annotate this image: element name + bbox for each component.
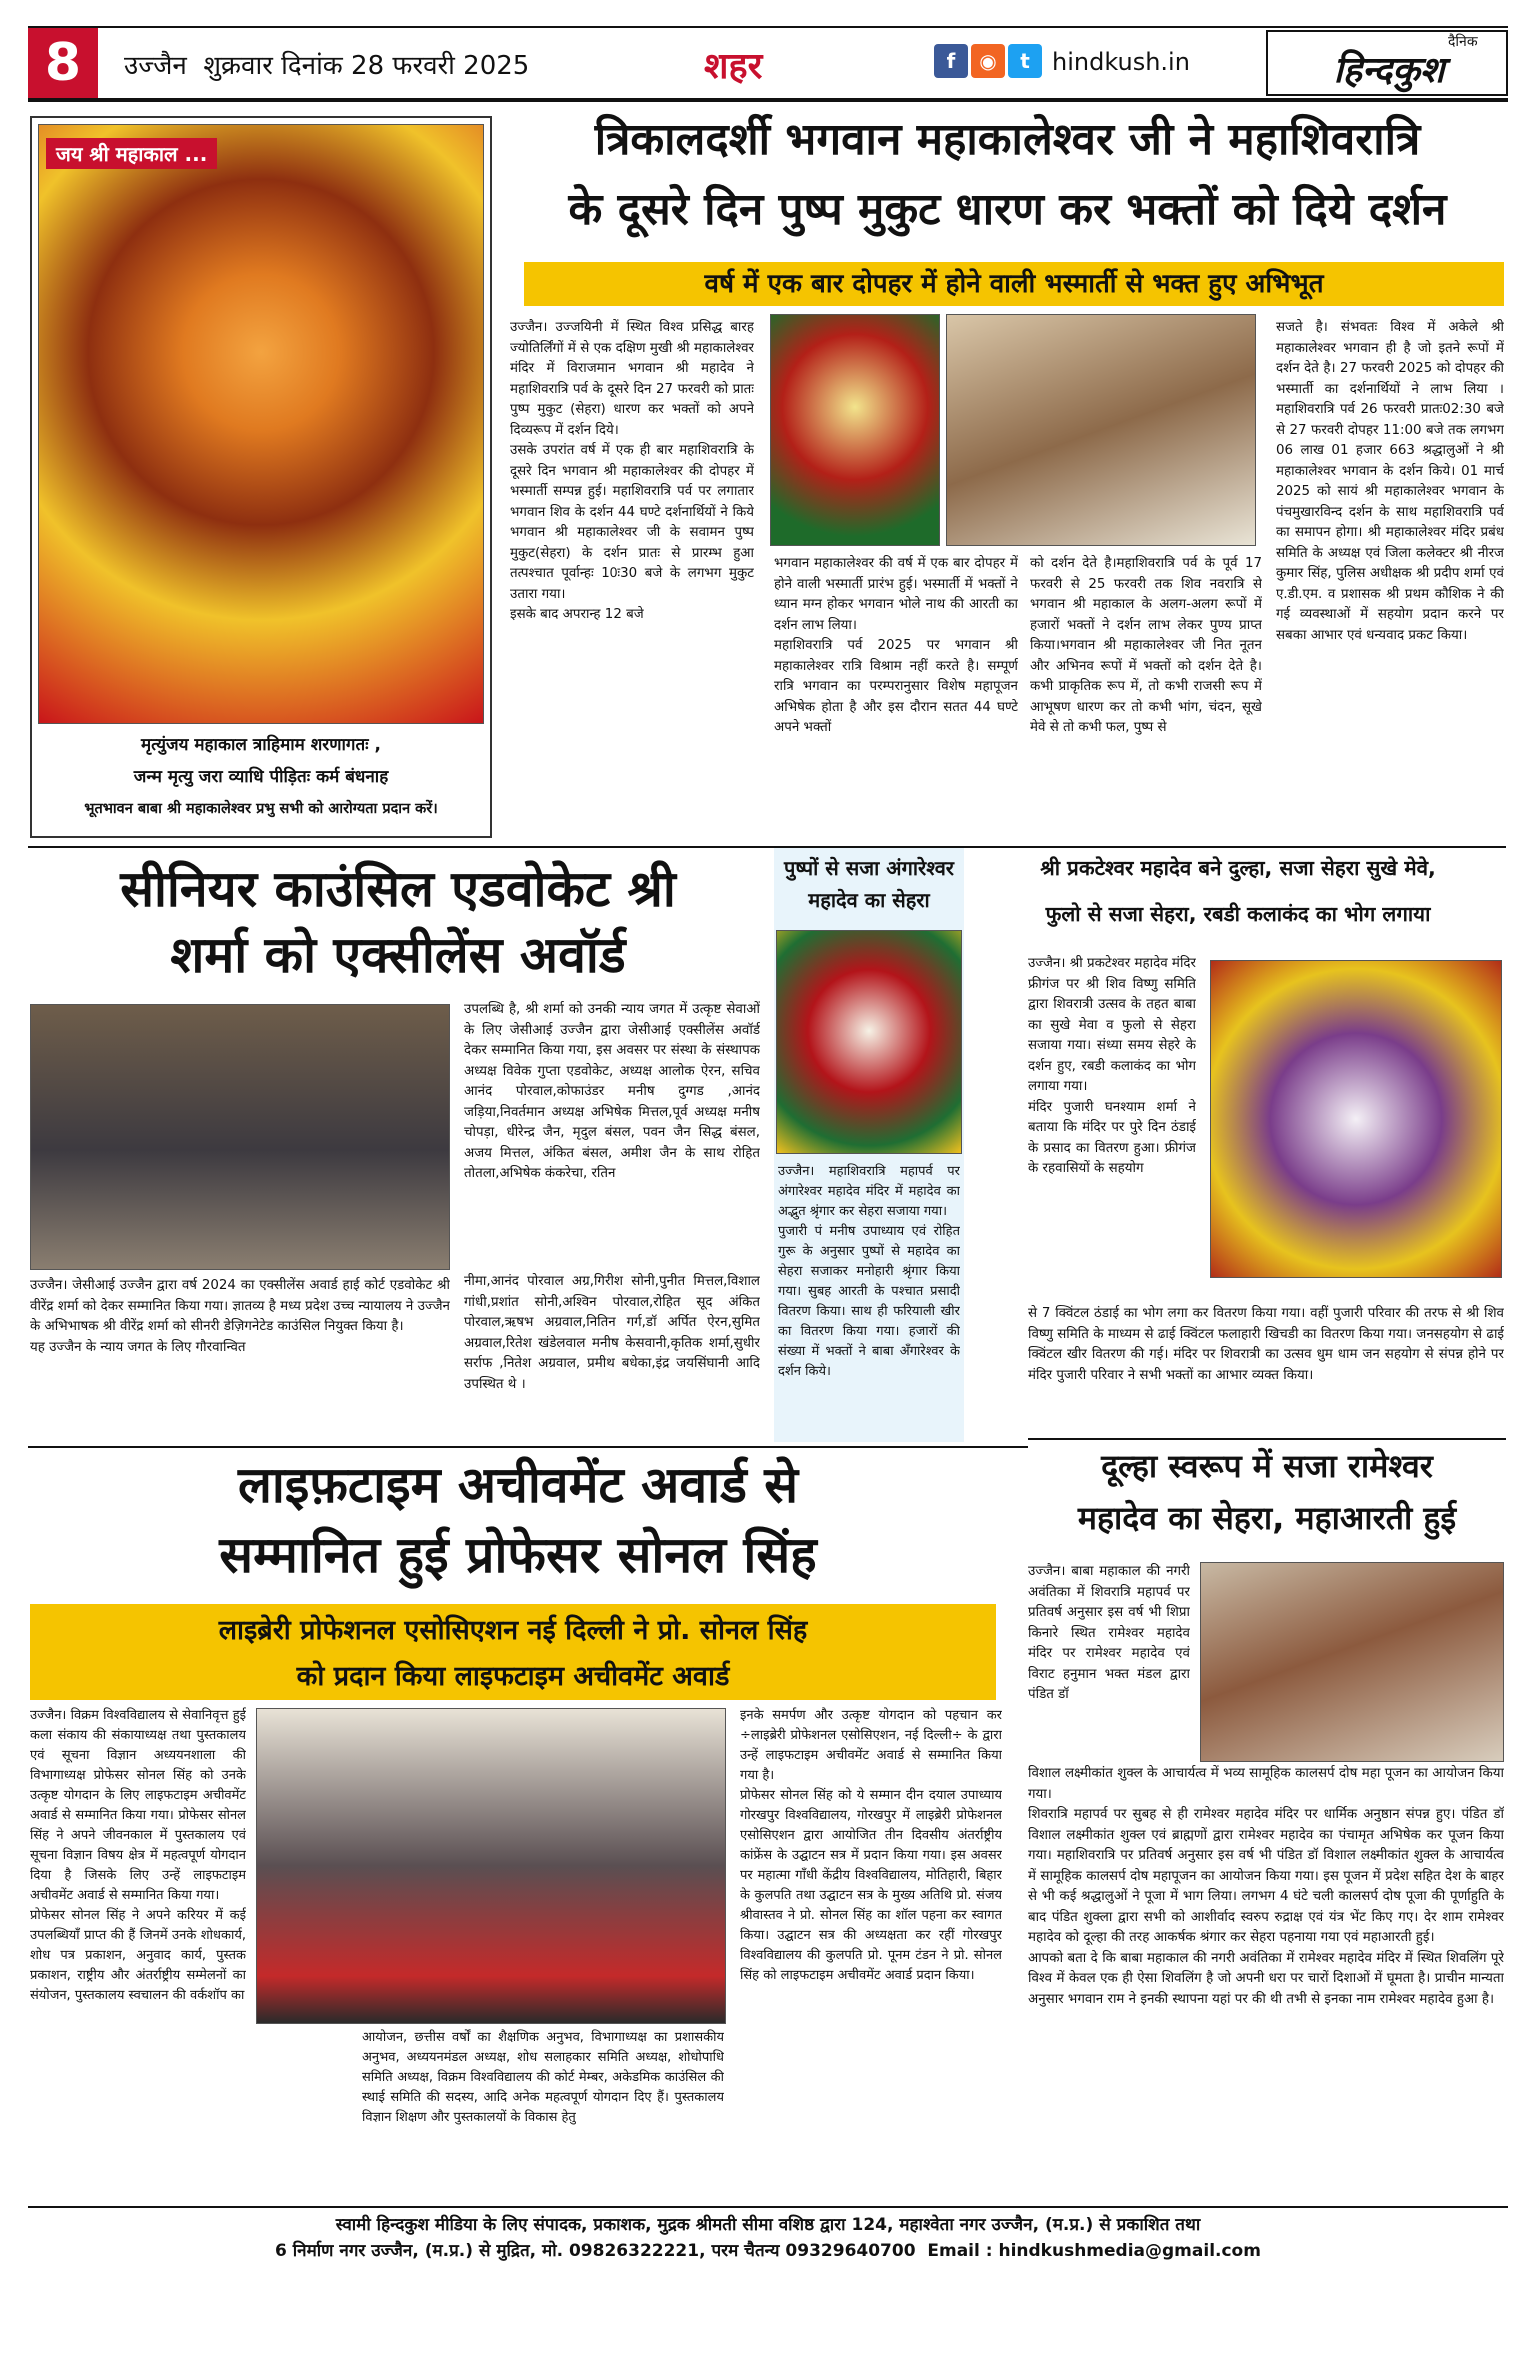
story4-headline-1: श्री प्रकटेश्वर महादेव बने दुल्हा, सजा सेहरा सुखे मेवे, [1040, 856, 1436, 880]
story2-column-2: उपलब्धि है, श्री शर्मा को उनकी न्याय जगत में उत्कृष्ट सेवाओं के लिए जेसीआई उज्जैन द्वारा जेसीआई एक्सीलेंस अवॉर्ड देकर सम्मानित किया गया, इस अवसर पर संस्था के संस्थापक अध्यक्ष विवेक गुप्ता एडवोकेट, अध्यक्ष आलोक ऐरन, सचिव आनंद पोरवाल,कोफाउंडर मनीष दुग्गड ,आनंद जड़िया,निवर्तमान अध्यक्ष अभिषेक मित्तल,पूर्व अध्यक्ष मनीष चोपड़ा, धीरेन्द्र जैन, मृदुल बंसल, पवन जैन सिद्ध बंसल, अजय मित्तल, अंकित बंसल, अमीश जैन के साथ रोहित तोतला,अभिषेक कंकरेचा, रतिन [464, 1002, 760, 1181]
story4-column-1: उज्जैन। श्री प्रकटेश्वर महादेव मंदिर फ्रीगंज पर श्री शिव विष्णु समिति द्वारा शिवरात्री उत्सव के तहत बाबा का सुखे मेवा व फुलो से सेहरा सजाया गया। संध्या समय सेहरे के दर्शन हुए, रबडी कलाकंद का भोग लगाया गया। मंदिर पुजारी घनश्याम शर्मा ने बताया कि मंदिर पर पुरे दिन ठंडाई के प्रसाद का वितरण हुआ। फ्रीगंज के रहवासियों के सहयोग [1028, 956, 1196, 1176]
photo-tag: जय श्री महाकाल ... [46, 138, 217, 169]
story1-column-1: उज्जैन। उज्जयिनी में स्थित विश्व प्रसिद्ध बारह ज्योतिर्लिंगों में से एक दक्षिण मुखी श्री महाकालेश्वर मंदिर में विराजमान भगवान श्री महादेव ने महाशिवरात्रि पर्व के दूसरे दिन 27 फरवरी को प्रातः पुष्प मुकुट (सेहरा) धारण कर भक्तों को अपने दिव्यरूप में दर्शन दिये। उसके उपरांत वर्ष में एक ही बार महाशिवरात्रि के दूसरे दिन भगवान श्री महाकालेश्वर की दोपहर में भस्मार्ती सम्पन्न हुई। महाशिवरात्रि पर्व पर लगातार भगवान शिव के दर्शन 44 घण्टे दर्शनार्थियों ने किये भगवान श्री महाकालेश्वर जी के सवामन पुष्प मुकुट(सेहरा) के दर्शन प्रातः से प्रारम्भ हुआ तत्पश्चात पूर्वान्हः 10ः30 बजे के लगभग मुकुट उतारा गया। इसके बाद अपरान्ह 12 बजे [510, 320, 754, 622]
photo-caption-3: भूतभावन बाबा श्री महाकालेश्वर प्रभु सभी को आरोग्यता प्रदान करें। [84, 801, 438, 817]
website-link[interactable]: hindkush.in [1052, 48, 1190, 76]
page-number: 8 [28, 28, 98, 98]
story4-headline-2: फुलो से सजा सेहरा, रबडी कलाकंद का भोग लगाया [1045, 902, 1431, 926]
mahakal-photo-box [30, 116, 492, 838]
story5-column-1: उज्जैन। विक्रम विश्वविद्यालय से सेवानिवृत्त हुई कला संकाय की संकायाध्यक्ष तथा पुस्तकालय एवं सूचना विज्ञान अध्ययनशाला की विभागाध्यक्ष प्रोफेसर सोनल सिंह को उनके उत्कृष्ट योगदान के लिए लाइफटाइम अचीवमेंट अवार्ड से सम्मानित किया गया। प्रोफेसर सोनल सिंह ने अपने जीवनकाल में पुस्तकालय एवं सूचना विज्ञान विषय क्षेत्र में महत्वपूर्ण योगदान दिया है जिसके लिए उन्हें लाइफटाइम अचीवमेंट अवार्ड से सम्मानित किया गया। प्रोफेसर सोनल सिंह ने अपने करियर में कई उपलब्धियाँ प्राप्त की हैं जिनमें उनके शोधकार्य, शोध पत्र प्रकाशन, अनुवाद कार्य, पुस्तक प्रकाशन, राष्ट्रीय और अंतर्राष्ट्रीय सम्मेलनों का संयोजन, पुस्तकालय स्वचालन की वर्कशॉप का [30, 1708, 246, 2003]
story3-headline-2: महादेव का सेहरा [808, 888, 930, 912]
story5-subheadline-1: लाइब्रेरी प्रोफेशनल एसोसिएशन नई दिल्ली ने प्रो. सोनल सिंह [218, 1615, 808, 1646]
logo-small-text: दैनिक [1448, 34, 1478, 50]
sonal-singh-award-photo [256, 1708, 726, 2024]
section-title: शहर [704, 46, 763, 87]
photo-caption-2: जन्म मृत्यु जरा व्याधि पीड़ितः कर्म बंधनाह [133, 767, 389, 787]
story1-column-4: सजते है। संभवतः विश्व में अकेले श्री महाकालेश्वर भगवान ही है जो इतने रूपों में दर्शन देते है। 27 फरवरी 2025 को दोपहर की भस्मार्ती का दर्शनार्थियों ने लाभ लिया ।महाशिवरात्रि पर्व 26 फरवरी प्रातः02:30 बजे से 27 फरवरी दोपहर 11:00 बजे तक लगभग 06 लाख 01 हजार 663 श्रद्धालुओं ने श्री महाकालेश्वर भगवान के दर्शन किये। 01 मार्च 2025 को सायं श्री महाकालेश्वर भगवान के पंचमुखारविन्द दर्शन के साथ महाशिवरात्रि पर्व का समापन होगा। श्री महाकालेश्वर मंदिर प्रबंध समिति के अध्यक्ष एवं जिला कलेक्टर श्री नीरज कुमार सिंह, पुलिस अधीक्षक श्री प्रदीप शर्मा एवं ए.डी.एम. व प्रशासक श्री प्रथम कौशिक ने की गई व्यवस्थाओं में सहयोग प्रदान करने पर सबका आभार एवं धन्यवाद प्रकट किया। [1276, 320, 1504, 643]
story6-headline-2: महादेव का सेहरा, महाआरती हुई [1077, 1499, 1457, 1537]
story2-column-3: नीमा,आनंद पोरवाल अग्र,गिरीश सोनी,पुनीत मित्तल,विशाल गांधी,प्रशांत सोनी,अश्विन पोरवाल,रोहित सूद अंकित पोरवाल,ऋषभ अग्रवाल,नितिन गर्ग,डॉ अर्पित ऐरन,सुमित अग्रवाल,रितेश खंडेलवाल मनीष केसवानी,कृतिक शर्मा,सुधीर सर्राफ ,नितेश अग्रवाल, प्रमीथ बधेका,इंद्र जयसिंघानी आदि उपस्थित थे । [464, 1274, 760, 1392]
story2-column-1: उज्जैन। जेसीआई उज्जैन द्वारा वर्ष 2024 का एक्सीलेंस अवार्ड हाई कोर्ट एडवोकेट श्री वीरेंद्र शर्मा को देकर सम्मानित किया गया। ज्ञातव्य है मध्य प्रदेश उच्च न्यायालय ने उज्जैन के अभिभाषक श्री वीरेंद्र शर्मा को सीनरी डेज़िगनेटेड काउंसिल नियुक्त किया है। यह उज्जैन के न्याय जगत के लिए गौरवान्वित [30, 1278, 450, 1355]
story5-subheadline-box [30, 1604, 996, 1700]
story6-column-1: उज्जैन। बाबा महाकाल की नगरी अवंतिका में शिवरात्रि महापर्व पर प्रतिवर्ष अनुसार इस वर्ष भी शिप्रा किनारे स्थित रामेश्वर महादेव मंदिर पर रामेश्वर महादेव एवं विराट हनुमान भक्त मंडल द्वारा पंडित डॉ [1028, 1564, 1190, 1702]
rameshwar-puja-photo [1200, 1562, 1504, 1762]
facebook-icon[interactable]: f [934, 44, 968, 78]
twitter-icon[interactable]: t [1008, 44, 1042, 78]
story5-subheadline-2: को प्रदान किया लाइफटाइम अचीवमेंट अवार्ड [296, 1661, 730, 1692]
divider [28, 846, 1506, 848]
award-ceremony-photo [30, 1004, 450, 1270]
story5-headline-2: सम्मानित हुई प्रोफेसर सोनल सिंह [219, 1526, 817, 1584]
story1-column-2: भगवान महाकालेश्वर की वर्ष में एक बार दोपहर में होने वाली भस्मार्ती प्रारंभ हुई। भस्मार्ती में भक्तों ने ध्यान मग्न होकर भगवान भोले नाथ की आरती का दर्शन लाभ लिया। महाशिवरात्रि पर्व 2025 पर भगवान श्री महाकालेश्वर रात्रि विश्राम नहीं करते है। सम्पूर्ण रात्रि भगवान का परम्परानुसार विशेष महापूजन अभिषेक होता है और इस दौरान सतत 44 घण्टे अपने भक्तों [774, 556, 1018, 735]
story1-headline-2: के दूसरे दिन पुष्प मुकुट धारण कर भक्तों को दिये दर्शन [568, 184, 1447, 235]
angareshwar-photo [776, 930, 962, 1154]
story3-body: उज्जैन। महाशिवरात्रि महापर्व पर अंगारेश्वर महादेव मंदिर में महादेव का अद्भुत श्रृंगार कर सेहरा सजाया गया। पुजारी पं मनीष उपाध्याय एवं रोहित गुरू के अनुसार पुष्पों से महादेव का सेहरा सजाकर मनोहारी श्रृंगार किया गया। सुबह आरती के पश्चात प्रसादी वितरण किया। साथ ही फरियाली खीर का वितरण किया गया। हजारों की संख्या में भक्तों ने बाबा अँगारेश्वर के दर्शन किये। [778, 1164, 960, 1379]
story1-column-3: को दर्शन देते है।महाशिवरात्रि पर्व के पूर्व 17 फरवरी से 25 फरवरी तक शिव नवरात्रि से भगवान श्री महाकाल के अलग-अलग रूपों में हजारों भक्तों ने दर्शन लाभ लेकर पुण्य प्राप्त किया।भगवान श्री महाकालेश्वर जी नित नूतन और अभिनव रूपों में भक्तों को दर्शन देते है। कभी प्राकृतिक रूप में, तो कभी राजसी रूप में आभूषण धारण कर तो कभी भांग, चंदन, सूखे मेवे से तो कभी फल, पुष्प से [1030, 556, 1262, 735]
story5-column-2: आयोजन, छत्तीस वर्षों का शैक्षणिक अनुभव, विभागाध्यक्ष का प्रशासकीय अनुभव, अध्ययनमंडल अध्यक्ष, शोध सलाहकार समिति अध्यक्ष, शोधोपाधि समिति अध्यक्ष, विक्रम विश्वविद्यालय की कोर्ट मेम्बर, अकेडमिक काउंसिल की स्थाई समिति की सदस्य, आदि अनेक महत्वपूर्ण योगदान दिए हैं। पुस्तकालय विज्ञान शिक्षण और पुस्तकालयों के विकास हेतु [362, 2030, 724, 2125]
footer-line-2: 6 निर्माण नगर उज्जैन, (म.प्र.) से मुद्रित, मो. 09826322221, परम चैतन्य 09329640700 Email : hindkushmedia@gmail.com [275, 2241, 1261, 2261]
divider [28, 1446, 1028, 1448]
dateline: उज्जैन शुक्रवार दिनांक 28 फरवरी 2025 [124, 51, 530, 81]
logo-name: हिन्दकुश [1333, 50, 1445, 91]
story2-headline-1: सीनियर काउंसिल एडवोकेट श्री [120, 860, 676, 918]
newspaper-logo [1266, 30, 1508, 96]
story5-headline-1: लाइफ़टाइम अचीवमेंट अवार्ड से [237, 1456, 799, 1514]
story4-bottom-text: से 7 क्विंटल ठंडाई का भोग लगा कर वितरण किया गया। वहीं पुजारी परिवार की तरफ से श्री शिव विष्णु समिति के माध्यम से ढाई क्विंटल फलाहारी खिचडी का वितरण किया गया। जनसहयोग से ढाई क्विंटल खीर वितरण की गई। मंदिर पर शिवरात्री का उत्सव धुम धाम जन सहयोग से संपन्न होने पर मंदिर पुजारी परिवार ने सभी भक्तों का आभार व्यक्त किया। [1028, 1306, 1504, 1383]
mahakal-sehra-photo [770, 314, 940, 546]
bhasmarti-photo [946, 314, 1256, 546]
prakateshwar-photo [1210, 960, 1502, 1278]
photo-caption-1: मृत्युंजय महाकाल त्राहिमाम शरणागतः , [141, 735, 381, 755]
social-icons [934, 44, 1045, 78]
story6-headline-1: दूल्हा स्वरूप में सजा रामेश्वर [1101, 1447, 1433, 1485]
masthead [28, 26, 1508, 102]
story1-headline-1: त्रिकालदर्शी भगवान महाकालेश्वर जी ने महाशिवरात्रि [594, 114, 1421, 165]
story1-subheadline: वर्ष में एक बार दोपहर में होने वाली भस्मार्ती से भक्त हुए अभिभूत [524, 262, 1504, 306]
footer-line-1: स्वामी हिन्दकुश मीडिया के लिए संपादक, प्रकाशक, मुद्रक श्रीमती सीमा वशिष्ठ द्वारा 124, महाश्वेता नगर उज्जैन, (म.प्र.) से प्रकाशित तथा [335, 2215, 1201, 2235]
mahakal-photo [38, 124, 484, 724]
story6-body: विशाल लक्ष्मीकांत शुक्ल के आचार्यत्व में भव्य सामूहिक कालसर्प दोष महा पूजन का आयोजन किया गया। शिवरात्रि महापर्व पर सुबह से ही रामेश्वर महादेव मंदिर पर धार्मिक अनुष्ठान संपन्न हुए। पंडित डॉ विशाल लक्ष्मीकांत शुक्ल एवं ब्राह्मणों द्वारा रामेश्वर महादेव का पंचामृत अभिषेक कर पूजन किया गया। महाशिवरात्रि पर प्रतिवर्ष अनुसार इस वर्ष भी पंडित डॉ विशाल लक्ष्मीकांत शुक्ल के आचार्यत्व में सामूहिक कालसर्प दोष महापूजन का आयोजन किया गया। इस पूजन में प्रदेश सहित देश के बाहर से भी कई श्रद्धालुओं ने पूजा में भाग लिया। लगभग 4 घंटे चली कालसर्प दोष पूजा की पूर्णाहुति के बाद पंडित शुक्ला द्वारा सभी को आशीर्वाद स्वरुप रुद्राक्ष एवं यंत्र भेंट किए गए। देर शाम रामेश्वर महादेव को दूल्हा की तरह आकर्षक श्रंगार कर सेहरा पहनाया गया एवं महाआरती हुई। आपको बता दे कि बाबा महाकाल की नगरी अवंतिका में रामेश्वर महादेव मंदिर में स्थित शिवलिंग पूरे विश्व में केवल एक ही ऐसा शिवलिंग है जो अपनी धरा पर चारों दिशाओं में घूमता है। प्राचीन मान्यता अनुसार भगवान राम ने इनकी स्थापना यहां पर की थी तभी से इनका नाम रामेश्वर महादेव हुआ है। [1028, 1766, 1504, 2007]
divider [1028, 1438, 1506, 1440]
story3-headline-1: पुष्पों से सजा अंगारेश्वर [784, 856, 954, 880]
story5-column-3: इनके समर्पण और उत्कृष्ट योगदान को पहचान कर ÷लाइब्रेरी प्रोफेशनल एसोसिएशन, नई दिल्ली÷ के द्वारा उन्हें लाइफटाइम अचीवमेंट अवार्ड से सम्मानित किया गया है। प्रोफेसर सोनल सिंह को ये सम्मान दीन दयाल उपाध्याय गोरखपुर विश्वविद्यालय, गोरखपुर में लाइब्रेरी प्रोफेशनल एसोसिएशन द्वारा आयोजित तीन दिवसीय अंतर्राष्ट्रीय कांफ्रेंस के उद्घाटन सत्र में प्रदान किया गया। इस अवसर पर महात्मा गाँधी केंद्रीय विश्वविद्यालय, मोतिहारी, बिहार के कुलपति तथा उद्घाटन सत्र के मुख्य अतिथि प्रो. संजय श्रीवास्तव ने प्रो. सोनल सिंह का शॉल पहना कर स्वागत किया। उद्घाटन सत्र की अध्यक्षता कर रहीं गोरखपुर विश्वविद्यालय की कुलपति प्रो. पूनम टंडन ने प्रो. सोनल सिंह को लाइफटाइम अचीवमेंट अवार्ड प्रदान किया। [740, 1708, 1002, 1983]
rss-icon[interactable]: ◉ [971, 44, 1005, 78]
footer [28, 2206, 1508, 2262]
story2-headline-2: शर्मा को एक्सीलेंस अवॉर्ड [170, 926, 626, 984]
